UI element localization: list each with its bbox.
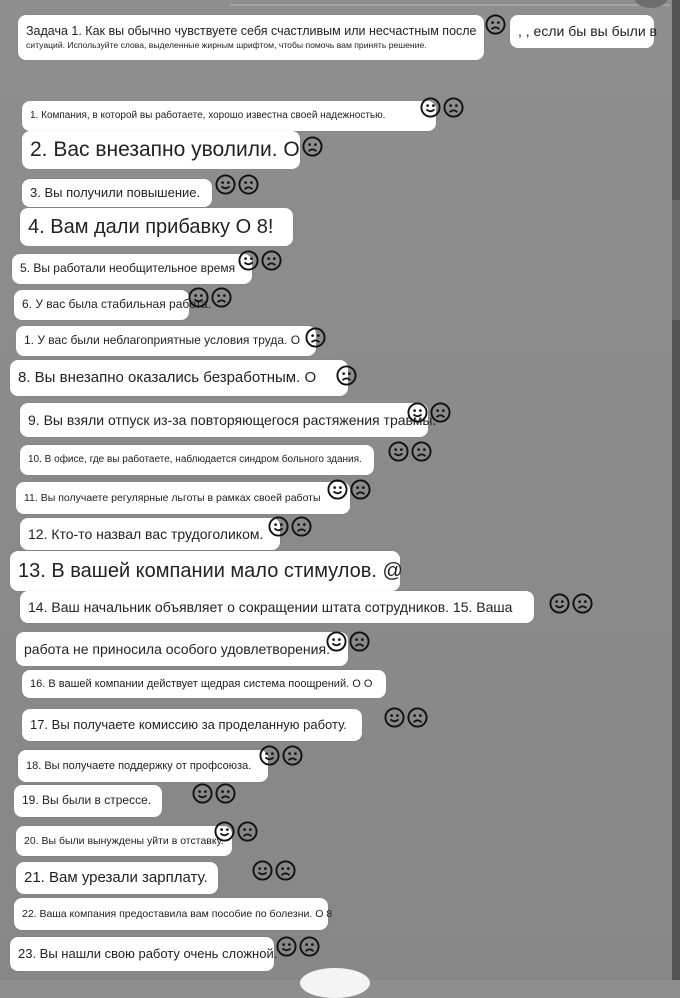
item-text: 21. Вам урезали зарплату.	[24, 869, 208, 887]
list-item	[10, 551, 403, 591]
sad-face-icon[interactable]	[238, 174, 259, 195]
item-text: 5. Вы работали необщительное время	[20, 261, 236, 276]
sad-face-icon[interactable]	[305, 327, 326, 348]
item-text: 22. Ваша компания предоставила вам пособие по болезни. О 8	[22, 907, 333, 920]
item-text: 9. Вы взяли отпуск из-за повторяющегося растяжения травмы.	[28, 411, 437, 428]
list-item	[20, 591, 534, 623]
item-text: 19. Вы были в стрессе.	[22, 793, 152, 808]
list-item	[14, 898, 333, 930]
item-text: 14. Ваш начальник объявляет о сокращении штата сотрудников. 15. Ваша	[28, 598, 513, 615]
sad-face-icon[interactable]	[443, 97, 464, 118]
sad-face-icon[interactable]	[261, 250, 282, 271]
list-item	[22, 101, 436, 131]
sad-face-icon[interactable]	[275, 860, 296, 881]
sad-face-icon[interactable]	[282, 745, 303, 766]
list-item	[16, 482, 350, 514]
smiley-face-icon[interactable]	[276, 936, 297, 957]
sad-face-icon[interactable]	[211, 287, 232, 308]
task-title-bubble	[18, 15, 484, 60]
list-item	[22, 131, 300, 169]
list-item	[10, 937, 278, 971]
list-item	[22, 670, 386, 698]
sad-face-icon[interactable]	[430, 402, 451, 423]
smiley-face-icon[interactable]	[252, 860, 273, 881]
item-text: 4. Вам дали прибавку О 8!	[28, 215, 274, 238]
list-item	[16, 632, 348, 666]
sad-face-icon[interactable]	[407, 707, 428, 728]
item-text: 6. У вас была стабильная работа.	[22, 297, 212, 312]
list-item	[22, 179, 212, 207]
item-text: 2. Вас внезапно уволили. О	[30, 137, 300, 161]
list-item	[16, 862, 218, 894]
sad-face-icon[interactable]	[349, 631, 370, 652]
corner-button[interactable]	[634, 0, 668, 8]
list-item	[18, 750, 268, 782]
item-text: 18. Вы получаете поддержку от профсоюза.	[26, 759, 252, 772]
item-text: 23. Вы нашли свою работу очень сложной.	[18, 945, 278, 961]
sad-face-icon[interactable]	[299, 936, 320, 957]
sad-face-icon[interactable]	[291, 516, 312, 537]
list-item	[14, 290, 212, 320]
list-item	[20, 403, 437, 437]
smiley-face-icon[interactable]	[192, 783, 213, 804]
smiley-face-icon[interactable]	[384, 707, 405, 728]
list-item	[20, 445, 374, 475]
item-text: 13. В вашей компании мало стимулов. @	[18, 559, 403, 582]
list-item	[16, 326, 316, 356]
item-text: 20. Вы были вынуждены уйти в отставку.	[24, 834, 224, 847]
list-item	[20, 518, 280, 550]
smiley-face-icon[interactable]	[214, 821, 235, 842]
smiley-face-icon[interactable]	[388, 441, 409, 462]
item-text: работа не приносила особого удовлетворения.	[24, 640, 330, 657]
scrollbar-thumb[interactable]	[672, 200, 680, 320]
item-text: 8. Вы внезапно оказались безработным. О	[18, 369, 317, 387]
scrollbar[interactable]	[672, 0, 680, 980]
bottom-blob	[300, 968, 370, 998]
item-text: 1. Компания, в которой вы работаете, хорошо известна своей надежностью.	[30, 110, 386, 122]
smiley-face-icon[interactable]	[268, 516, 289, 537]
smiley-face-icon[interactable]	[326, 631, 347, 652]
sad-face-icon[interactable]	[215, 783, 236, 804]
smiley-face-icon[interactable]	[549, 593, 570, 614]
item-text: 3. Вы получили повышение.	[30, 184, 201, 200]
smiley-face-icon[interactable]	[188, 287, 209, 308]
item-text: 12. Кто-то назвал вас трудоголиком.	[28, 525, 264, 542]
task-title-tail-text: , , если бы вы были в	[518, 23, 657, 40]
task-title-line1: Задача 1. Как вы обычно чувствуете себя счастливым или несчастным после	[26, 23, 477, 38]
task-title-tail	[510, 15, 657, 48]
item-text: 10. В офисе, где вы работаете, наблюдается синдром больного здания.	[28, 454, 362, 466]
smiley-face-icon[interactable]	[407, 402, 428, 423]
list-item	[20, 208, 293, 246]
smiley-face-icon[interactable]	[420, 97, 441, 118]
smiley-face-icon[interactable]	[327, 479, 348, 500]
top-divider	[230, 4, 670, 6]
sad-face-icon[interactable]	[237, 821, 258, 842]
task-title-line2: ситуаций. Используйте слова, выделенные жирным шрифтом, чтобы помочь вам принять решение.	[26, 40, 427, 51]
sad-face-icon[interactable]	[572, 593, 593, 614]
sad-face-icon[interactable]	[336, 365, 357, 386]
item-text: 17. Вы получаете комиссию за проделанную работу.	[30, 716, 347, 732]
smiley-face-icon[interactable]	[215, 174, 236, 195]
sad-face-icon[interactable]	[302, 136, 323, 157]
sad-face-icon[interactable]	[350, 479, 371, 500]
list-item	[14, 785, 162, 817]
smiley-face-icon[interactable]	[238, 250, 259, 271]
item-text: 11. Вы получаете регулярные льготы в рамках своей работы	[24, 491, 321, 504]
item-text: 1. У вас были неблагоприятные условия труда. О	[24, 333, 301, 348]
list-item	[12, 254, 252, 284]
item-text: 16. В вашей компании действует щедрая система поощрений. О О	[30, 677, 373, 690]
sad-face-icon[interactable]	[411, 441, 432, 462]
list-item	[16, 826, 232, 856]
sad-face-icon[interactable]	[485, 14, 506, 35]
list-item	[10, 360, 348, 396]
list-item	[22, 709, 362, 741]
smiley-face-icon[interactable]	[259, 745, 280, 766]
